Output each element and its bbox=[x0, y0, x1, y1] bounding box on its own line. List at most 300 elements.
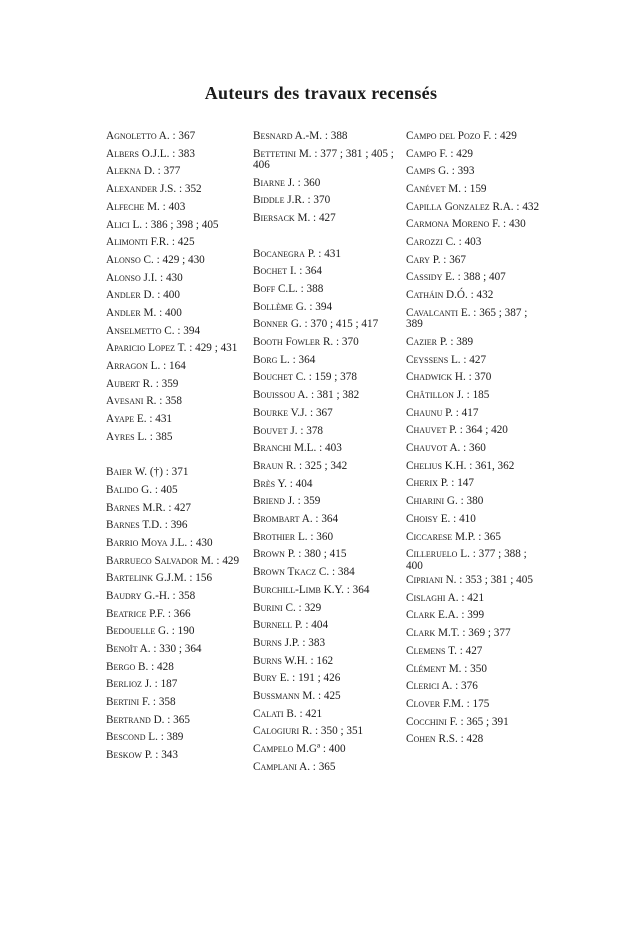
author-initials: E. bbox=[279, 672, 290, 685]
index-entry: Burns J.P. : 383 bbox=[253, 636, 326, 649]
index-entry: Brombart A. : 364 bbox=[253, 513, 339, 526]
author-initials: M.T. bbox=[438, 627, 460, 640]
index-entry: Bourke V.J. : 367 bbox=[253, 406, 333, 419]
author-initials: J. bbox=[144, 678, 152, 691]
author-initials: B. bbox=[286, 707, 297, 720]
author-initials: D.Ó. bbox=[446, 289, 468, 302]
index-entry: Campelo M.Gª : 400 bbox=[253, 743, 346, 756]
author-initials: G. bbox=[438, 165, 449, 178]
author-surname: Burini bbox=[253, 601, 283, 614]
author-initials: M. bbox=[302, 690, 316, 703]
author-initials: L. bbox=[297, 530, 308, 543]
index-entry: Bedouelle G. : 190 bbox=[106, 625, 195, 638]
author-surname: Brès bbox=[253, 477, 276, 490]
author-surname: Beatrice bbox=[106, 607, 147, 620]
author-surname: Cassidy bbox=[406, 271, 443, 284]
author-initials: D. bbox=[143, 289, 155, 302]
author-initials: R. bbox=[322, 336, 334, 349]
author-initials: O.J.L. bbox=[141, 147, 170, 160]
page-references: 367 bbox=[178, 130, 196, 142]
page-title: Auteurs des travaux recensés bbox=[204, 83, 438, 103]
page-references: 383 bbox=[308, 636, 326, 649]
author-initials: M. bbox=[297, 212, 311, 225]
author-surname: Brown Tkacz bbox=[253, 566, 317, 579]
author-initials: A. bbox=[299, 760, 310, 773]
page-references: 394 bbox=[315, 300, 333, 313]
author-surname: Biddle bbox=[253, 194, 285, 207]
author-initials: G.J.M. bbox=[155, 572, 187, 585]
index-entry: Avesani R. : 358 bbox=[106, 395, 182, 408]
author-surname: Cavalcanti bbox=[406, 306, 459, 319]
index-entry: Beskow P. : 343 bbox=[106, 749, 178, 762]
index-entry: Cocchini F. : 365 ; 391 bbox=[406, 715, 509, 728]
page-references: 427 bbox=[174, 501, 191, 514]
author-initials: H. bbox=[454, 371, 466, 384]
author-initials: R. bbox=[285, 459, 297, 472]
page-references: 365 bbox=[484, 530, 501, 543]
index-entry: Besnard A.-M. : 388 bbox=[253, 130, 348, 142]
page-references: 364 bbox=[305, 265, 322, 278]
index-entry: Brown P. : 380 ; 415 bbox=[253, 548, 347, 561]
author-surname: Capilla Gonzalez bbox=[406, 200, 490, 213]
author-surname: Briend bbox=[253, 495, 285, 508]
page-references: 428 bbox=[466, 733, 484, 746]
author-surname: Campo del Pozo bbox=[406, 130, 481, 142]
author-surname: Bettetini bbox=[253, 147, 297, 160]
index-entry: Bartelink G.J.M. : 156 bbox=[106, 572, 213, 585]
page-references: 377 ; 388 ; 400 bbox=[406, 548, 527, 572]
author-initials: A. bbox=[449, 442, 461, 455]
index-entry: Bertini F. : 358 bbox=[106, 696, 176, 709]
author-initials: R. bbox=[142, 377, 153, 390]
page-references: 370 bbox=[474, 371, 492, 384]
page-references: 329 bbox=[304, 601, 322, 614]
author-surname: Chelius bbox=[406, 459, 442, 472]
author-surname: Bedouelle bbox=[106, 625, 156, 638]
author-initials: T.D. bbox=[142, 519, 162, 532]
index-entry: Arragon L. : 164 bbox=[106, 359, 186, 372]
index-entry: Anselmetto C. : 394 bbox=[106, 324, 201, 337]
index-entry: Bonner G. : 370 ; 415 ; 417 bbox=[253, 318, 379, 331]
index-entry: Catháin D.Ó. : 432 bbox=[406, 289, 494, 302]
index-entry: Chaunu P. : 417 bbox=[406, 406, 479, 419]
page-references: 364 ; 420 bbox=[465, 424, 508, 437]
index-entry: Bussmann M. : 425 bbox=[253, 690, 341, 703]
index-entry: Briend J. : 359 bbox=[253, 495, 321, 508]
index-entry: Clerici A. : 376 bbox=[406, 680, 478, 693]
index-entry: Biddle J.R. : 370 bbox=[253, 194, 331, 207]
author-surname: Barrio Moya bbox=[106, 536, 168, 549]
author-surname: Andler bbox=[106, 307, 141, 320]
author-initials: F. bbox=[449, 715, 458, 728]
author-surname: Calogiuri bbox=[253, 725, 300, 738]
author-surname: Cohen bbox=[406, 733, 436, 746]
page-references: 359 bbox=[303, 495, 321, 508]
author-initials: G. bbox=[158, 625, 169, 638]
index-entry: Chadwick H. : 370 bbox=[406, 371, 492, 384]
index-entry: Chauvot A. : 360 bbox=[406, 442, 486, 455]
author-surname: Ayape bbox=[106, 413, 135, 426]
author-initials: D. bbox=[153, 713, 165, 726]
author-surname: Branchi bbox=[253, 442, 292, 455]
index-entry: Baier W. (†) : 371 bbox=[106, 466, 189, 479]
author-initials: P.F. bbox=[149, 607, 166, 620]
author-initials: J. bbox=[287, 495, 295, 508]
page-references: 343 bbox=[161, 749, 178, 762]
index-entry: Chiarini G. : 380 bbox=[406, 495, 484, 508]
index-entry: Cilleruelo L. : 377 ; 388 ; 400 bbox=[406, 548, 527, 572]
page-references: 360 bbox=[316, 530, 334, 543]
author-initials: A. bbox=[158, 130, 170, 142]
page-references: 388 ; 407 bbox=[463, 271, 506, 284]
author-surname: Avesani bbox=[106, 395, 144, 408]
author-initials: G. bbox=[290, 318, 302, 331]
index-column-1 bbox=[106, 128, 242, 765]
index-entry: Bettetini M. : 377 ; 381 ; 405 ; 406 bbox=[253, 147, 394, 172]
author-surname: Baier bbox=[106, 466, 133, 479]
author-initials: L. bbox=[137, 430, 147, 443]
author-surname: Clover bbox=[406, 697, 441, 710]
author-initials: A. bbox=[441, 680, 453, 693]
author-initials: F. bbox=[492, 218, 501, 231]
page-references: 425 bbox=[323, 690, 341, 703]
index-entry: Ayres L. : 385 bbox=[106, 430, 173, 443]
index-entry: Biersack M. : 427 bbox=[253, 212, 336, 225]
index-entry: Barrueco Salvador M. : 429 bbox=[106, 554, 240, 567]
page-references: 399 bbox=[467, 609, 485, 622]
author-initials: P. bbox=[445, 406, 453, 419]
index-entry: Camplani A. : 365 bbox=[253, 760, 336, 773]
author-initials: J.R. bbox=[287, 194, 305, 207]
author-initials: E. bbox=[136, 413, 147, 426]
page-references: 325 ; 342 bbox=[304, 459, 348, 472]
author-surname: Bouchet bbox=[253, 371, 293, 384]
author-surname: Clément bbox=[406, 662, 446, 675]
index-entry: Campo del Pozo F. : 429 bbox=[406, 130, 517, 142]
author-initials: N. bbox=[445, 574, 457, 587]
page-references: 162 bbox=[316, 654, 334, 667]
page-references: 370 bbox=[341, 336, 359, 349]
page-references: 410 bbox=[459, 512, 476, 525]
index-entry: Alexander J.S. : 352 bbox=[106, 183, 202, 196]
author-initials: P. bbox=[440, 477, 449, 490]
page-references: 377 bbox=[163, 165, 181, 178]
author-surname: Benoît bbox=[106, 642, 138, 655]
author-surname: Bouissou bbox=[253, 389, 296, 402]
page-references: 352 bbox=[184, 183, 202, 196]
index-entry: Brothier L. : 360 bbox=[253, 530, 334, 543]
author-surname: Beskow bbox=[106, 749, 142, 762]
author-surname: Clark bbox=[406, 609, 436, 622]
author-surname: Campelo bbox=[253, 743, 294, 756]
page-references: 429 ; 431 bbox=[195, 342, 238, 355]
page-references: 380 ; 415 bbox=[304, 548, 347, 561]
author-surname: Aparicio Lopez bbox=[106, 342, 175, 355]
page-references: 358 bbox=[178, 589, 196, 602]
page-references: 404 bbox=[295, 477, 313, 490]
page-references: 385 bbox=[155, 430, 173, 443]
index-entry: Alimonti F.R. : 425 bbox=[106, 236, 195, 249]
author-surname: Clemens bbox=[406, 644, 446, 657]
page-references: 403 bbox=[325, 442, 342, 455]
page-references: 425 bbox=[177, 236, 195, 249]
page-references: 190 bbox=[177, 625, 195, 638]
author-surname: Brombart bbox=[253, 513, 300, 526]
author-initials: M.P. bbox=[454, 530, 476, 543]
author-surname: Châtillon bbox=[406, 388, 454, 401]
author-surname: Barrueco Salvador bbox=[106, 554, 199, 567]
author-initials: M. bbox=[298, 147, 312, 160]
index-entry: Aparicio Lopez T. : 429 ; 431 bbox=[106, 342, 238, 355]
page-references: 376 bbox=[461, 680, 478, 693]
author-initials: I. bbox=[289, 265, 297, 278]
author-initials: P. bbox=[287, 548, 296, 561]
index-entry: Clément M. : 350 bbox=[406, 662, 487, 675]
page-references: 388 bbox=[306, 282, 324, 295]
page-references: 175 bbox=[472, 697, 490, 710]
author-initials: C.L. bbox=[277, 282, 298, 295]
page-references: 430 bbox=[195, 536, 213, 549]
author-surname: Arragon bbox=[106, 359, 148, 372]
index-entry: Burns W.H. : 162 bbox=[253, 654, 334, 667]
author-initials: E. bbox=[460, 306, 471, 319]
page-references: 430 bbox=[165, 271, 183, 284]
page-references: 370 ; 415 ; 417 bbox=[310, 318, 379, 331]
author-initials: E. bbox=[440, 512, 451, 525]
author-surname: Camplani bbox=[253, 760, 297, 773]
author-initials: V.J. bbox=[290, 406, 308, 419]
author-initials: M. bbox=[200, 554, 214, 567]
author-initials: C. bbox=[143, 253, 154, 266]
author-initials: D. bbox=[143, 165, 155, 178]
index-entry: Alici L. : 386 ; 398 ; 405 bbox=[106, 218, 219, 231]
author-surname: Alici bbox=[106, 218, 130, 231]
index-entry: Châtillon J. : 185 bbox=[406, 388, 490, 401]
page-references: 403 bbox=[168, 200, 186, 213]
author-initials: P. bbox=[449, 424, 457, 437]
author-initials: E.A. bbox=[438, 609, 459, 622]
author-surname: Ceyssens bbox=[406, 353, 449, 366]
author-initials: A. bbox=[301, 513, 313, 526]
author-initials: G. bbox=[446, 495, 458, 508]
author-surname: Ayres bbox=[106, 430, 135, 443]
author-initials: R.A. bbox=[492, 200, 514, 213]
author-initials: C. bbox=[445, 236, 456, 249]
author-surname: Chaunu bbox=[406, 406, 443, 419]
page-references: 432 bbox=[476, 289, 494, 302]
author-initials: T. bbox=[448, 644, 457, 657]
author-initials: E. bbox=[445, 271, 455, 284]
author-surname: Bochet bbox=[253, 265, 288, 278]
author-surname: Bollème bbox=[253, 300, 293, 313]
page-references: 432 bbox=[522, 200, 540, 213]
page-references: 361, 362 bbox=[475, 459, 515, 472]
index-entry: Balido G. : 405 bbox=[106, 483, 178, 496]
author-initials: W. (†) bbox=[134, 466, 163, 479]
author-surname: Burns bbox=[253, 636, 282, 649]
author-surname: Alekna bbox=[106, 165, 142, 178]
index-entry: Bergo B. : 428 bbox=[106, 660, 174, 673]
author-surname: Campo bbox=[406, 147, 437, 160]
index-entry: Chelius K.H. : 361, 362 bbox=[406, 459, 515, 472]
author-surname: Cary bbox=[406, 253, 430, 266]
author-initials: J. bbox=[287, 176, 295, 189]
index-entry: Camps G. : 393 bbox=[406, 165, 475, 178]
author-initials: P. bbox=[307, 247, 316, 260]
page-references: 400 bbox=[165, 307, 182, 320]
page-references: 427 bbox=[318, 212, 336, 225]
index-entry: Baudry G.-H. : 358 bbox=[106, 589, 196, 602]
author-surname: Cipriani bbox=[406, 574, 443, 587]
author-initials: F. bbox=[439, 147, 448, 160]
page-references: 159 ; 378 bbox=[314, 371, 357, 384]
author-surname: Bonner bbox=[253, 318, 289, 331]
author-surname: Alonso bbox=[106, 271, 141, 284]
author-surname: Burnell bbox=[253, 619, 293, 632]
page-references: 400 bbox=[328, 743, 346, 756]
author-surname: Cherix bbox=[406, 477, 438, 490]
index-entry: Andler D. : 400 bbox=[106, 289, 180, 302]
author-surname: Ciccarese bbox=[406, 530, 453, 543]
index-entry: Bouissou A. : 381 ; 382 bbox=[253, 389, 360, 402]
page-references: 185 bbox=[472, 388, 490, 401]
author-surname: Biarne bbox=[253, 176, 285, 189]
page-references: 191 ; 426 bbox=[298, 672, 341, 685]
author-initials: C. bbox=[295, 371, 306, 384]
page-references: 421 bbox=[305, 707, 323, 720]
author-surname: Baudry bbox=[106, 589, 142, 602]
author-initials: M.R. bbox=[142, 501, 166, 514]
page-references: 417 bbox=[461, 406, 479, 419]
index-entry: Burini C. : 329 bbox=[253, 601, 322, 614]
author-surname: Bertini bbox=[106, 696, 140, 709]
author-surname: Canévet bbox=[406, 183, 446, 196]
author-initials: L. bbox=[450, 353, 461, 366]
index-entry: Barrio Moya J.L. : 430 bbox=[106, 536, 213, 549]
page-references: 430 bbox=[508, 218, 526, 231]
author-surname: Cazier bbox=[406, 335, 438, 348]
index-entry: Cherix P. : 147 bbox=[406, 477, 474, 490]
author-surname: Booth Fowler bbox=[253, 336, 321, 349]
author-initials: G. bbox=[295, 300, 307, 313]
author-initials: L. bbox=[280, 353, 290, 366]
page-references: 388 bbox=[330, 130, 348, 142]
author-surname: Catháin bbox=[406, 289, 444, 302]
author-surname: Bergo bbox=[106, 660, 136, 673]
index-entry: Cislaghi A. : 421 bbox=[406, 591, 485, 604]
author-initials: J.P. bbox=[284, 636, 300, 649]
author-initials: P. bbox=[144, 749, 153, 762]
index-entry: Brown Tkacz C. : 384 bbox=[253, 566, 355, 579]
author-surname: Bertrand bbox=[106, 713, 151, 726]
author-surname: Besnard bbox=[253, 130, 293, 142]
index-entry: Burnell P. : 404 bbox=[253, 619, 329, 632]
index-entry: Campo F. : 429 bbox=[406, 147, 473, 160]
index-entry: Clover F.M. : 175 bbox=[406, 697, 490, 710]
author-surname: Chauvot bbox=[406, 442, 448, 455]
author-initials: J. bbox=[290, 424, 298, 437]
author-initials: L. bbox=[148, 731, 158, 744]
index-entry: Canévet M. : 159 bbox=[406, 183, 487, 196]
author-initials: L. bbox=[132, 218, 143, 231]
index-entry: Bertrand D. : 365 bbox=[106, 713, 190, 726]
index-entry: Bochet I. : 364 bbox=[253, 265, 322, 278]
index-entry: Bocanegra P. : 431 bbox=[253, 247, 341, 260]
author-initials: J.S. bbox=[159, 183, 177, 196]
author-initials: T. bbox=[177, 342, 187, 355]
index-entry: Agnoletto A. : 367 bbox=[106, 130, 196, 142]
index-entry: Choisy E. : 410 bbox=[406, 512, 476, 525]
author-surname: Albers bbox=[106, 147, 139, 160]
page-references: 364 bbox=[321, 513, 339, 526]
author-initials: M. bbox=[448, 183, 462, 196]
author-initials: W.H. bbox=[284, 654, 308, 667]
index-entry: Boff C.L. : 388 bbox=[253, 282, 324, 295]
page-references: 366 bbox=[173, 607, 191, 620]
index-entry: Cary P. : 367 bbox=[406, 253, 466, 266]
page-references: 147 bbox=[457, 477, 474, 490]
author-surname: Alonso bbox=[106, 253, 141, 266]
author-initials: C. bbox=[285, 601, 296, 614]
index-entry: Alekna D. : 377 bbox=[106, 165, 181, 178]
page-references: 330 ; 364 bbox=[159, 642, 202, 655]
index-entry: Bescond L. : 389 bbox=[106, 731, 184, 744]
page-references: 350 ; 351 bbox=[320, 725, 364, 738]
page-references: 429 bbox=[222, 554, 240, 567]
page-references: 380 bbox=[466, 495, 484, 508]
index-entry: Cazier P. : 389 bbox=[406, 335, 474, 348]
index-entry: Cassidy E. : 388 ; 407 bbox=[406, 271, 506, 284]
page-references: 364 bbox=[298, 353, 316, 366]
author-surname: Alexander bbox=[106, 183, 158, 196]
page-references: 378 bbox=[306, 424, 324, 437]
author-initials: P. bbox=[294, 619, 303, 632]
index-entry: Ceyssens L. : 427 bbox=[406, 353, 487, 366]
author-surname: Carmona Moreno bbox=[406, 218, 490, 231]
page-references: 394 bbox=[183, 324, 201, 337]
author-initials: B. bbox=[138, 660, 149, 673]
author-surname: Agnoletto bbox=[106, 130, 157, 142]
index-entry: Ciccarese M.P. : 365 bbox=[406, 530, 501, 543]
author-initials: M.Gª bbox=[296, 743, 321, 756]
author-initials: F.M. bbox=[442, 697, 464, 710]
page-references: 350 bbox=[470, 662, 487, 675]
author-initials: J. bbox=[456, 388, 464, 401]
author-surname: Alimonti bbox=[106, 236, 148, 249]
author-surname: Barnes bbox=[106, 501, 140, 514]
page-references: 403 bbox=[464, 236, 482, 249]
page-references: 369 ; 377 bbox=[468, 627, 511, 640]
page-references: 405 bbox=[160, 483, 178, 496]
index-entry: Bollème G. : 394 bbox=[253, 300, 333, 313]
index-entry: Borg L. : 364 bbox=[253, 353, 316, 366]
page-references: 365 ; 387 ; 389 bbox=[406, 306, 528, 331]
page-references: 421 bbox=[467, 591, 485, 604]
page-references: 381 ; 382 bbox=[316, 389, 360, 402]
author-initials: A. bbox=[139, 642, 151, 655]
page-references: 428 bbox=[157, 660, 174, 673]
index-entry: Clemens T. : 427 bbox=[406, 644, 483, 657]
index-entry: Bouvet J. : 378 bbox=[253, 424, 324, 437]
index-entry: Chauvet P. : 364 ; 420 bbox=[406, 424, 508, 437]
author-initials: F. bbox=[142, 696, 151, 709]
index-entry: Barnes M.R. : 427 bbox=[106, 501, 191, 514]
index-entry: Alfeche M. : 403 bbox=[106, 200, 186, 213]
index-entry: Clark E.A. : 399 bbox=[406, 609, 485, 622]
index-entry: Andler M. : 400 bbox=[106, 307, 182, 320]
author-surname: Choisy bbox=[406, 512, 438, 525]
author-initials: R. bbox=[301, 725, 313, 738]
